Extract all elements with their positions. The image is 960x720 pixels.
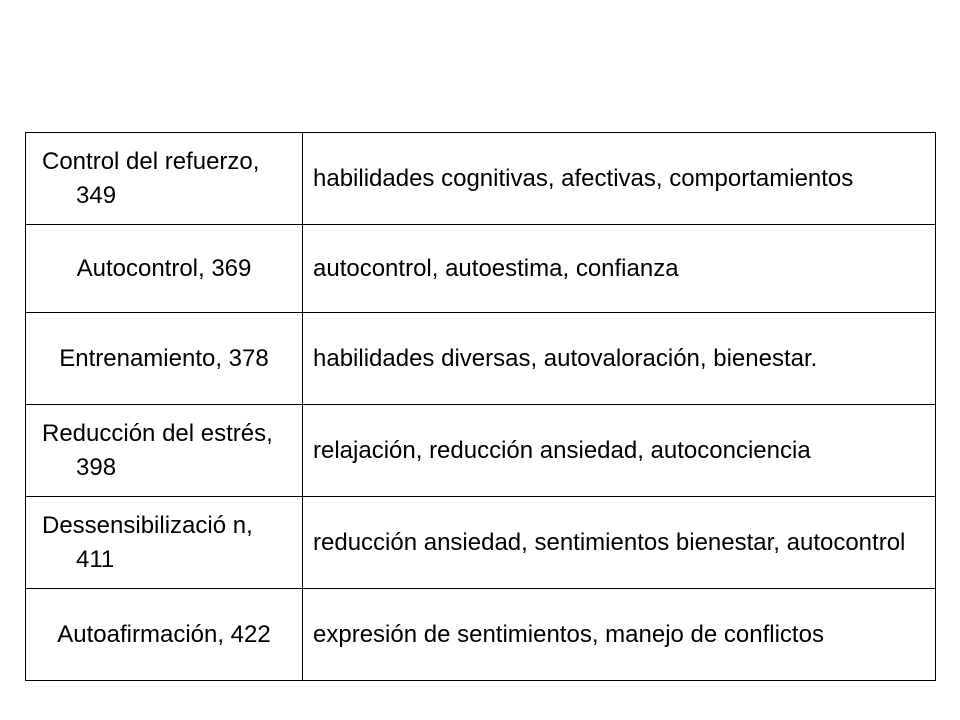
technique-cell	[26, 405, 303, 497]
technique-text: Dessensibilizació n, 411	[42, 511, 253, 573]
techniques-table	[25, 132, 936, 681]
skills-text: habilidades cognitivas, afectivas, comportamientos	[313, 164, 854, 192]
table-row	[26, 497, 936, 589]
technique-cell	[26, 133, 303, 225]
technique-text: Control del refuerzo, 349	[42, 147, 260, 209]
skills-cell	[303, 225, 936, 313]
technique-cell	[26, 313, 303, 405]
technique-cell	[26, 497, 303, 589]
technique-text: Entrenamiento, 378	[59, 344, 269, 372]
table-row	[26, 225, 936, 313]
technique-text: Autoafirmación, 422	[57, 620, 271, 648]
skills-cell	[303, 405, 936, 497]
technique-cell	[26, 589, 303, 681]
skills-text: reducción ansiedad, sentimientos bienestar, autocontrol	[313, 528, 906, 556]
table-row	[26, 405, 936, 497]
skills-text: autocontrol, autoestima, confianza	[313, 254, 679, 282]
skills-cell	[303, 497, 936, 589]
technique-text: Reducción del estrés, 398	[42, 419, 273, 481]
technique-cell	[26, 225, 303, 313]
skills-cell	[303, 313, 936, 405]
skills-text: habilidades diversas, autovaloración, bienestar.	[313, 344, 818, 372]
table-row	[26, 313, 936, 405]
technique-text: Autocontrol, 369	[76, 254, 252, 282]
skills-text: expresión de sentimientos, manejo de conflictos	[313, 620, 824, 648]
skills-text: relajación, reducción ansiedad, autoconciencia	[313, 436, 811, 464]
table-row	[26, 133, 936, 225]
skills-cell	[303, 589, 936, 681]
table-row	[26, 589, 936, 681]
skills-cell	[303, 133, 936, 225]
